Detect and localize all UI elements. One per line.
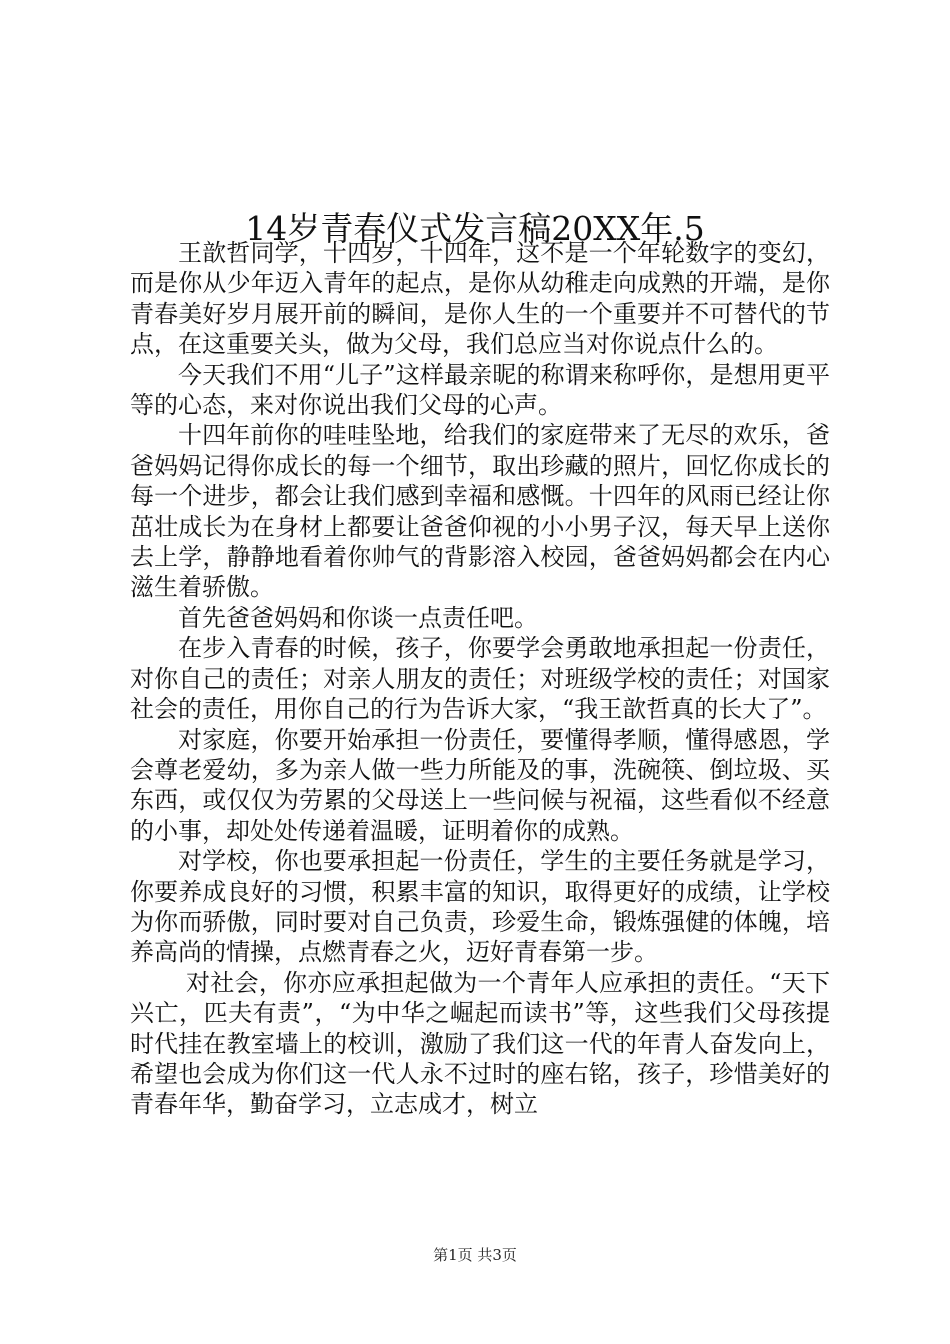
document-title: 14岁青春仪式发言稿20XX年.5 [245, 209, 705, 249]
paragraph-2: 今天我们不用“儿子”这样最亲昵的称谓来称呼你，是想用更平等的心态，来对你说出我们父母的心声。 [130, 360, 830, 420]
page-footer: 第1页 共3页 [433, 1246, 517, 1264]
paragraph-6: 对家庭，你要开始承担一份责任，要懂得孝顺，懂得感恩，学会尊老爱幼，多为亲人做一些力所能及的事，洗碗筷、倒垃圾、买东西，或仅仅为劳累的父母送上一些问候与祝福，这些看似不经意的小事，却处处传递着温暖，证明着你的成熟。 [130, 725, 830, 845]
paragraph-3: 十四年前你的哇哇坠地，给我们的家庭带来了无尽的欢乐，爸爸妈妈记得你成长的每一个细节，取出珍藏的照片，回忆你成长的每一个进步，都会让我们感到幸福和感慨。十四年的风雨已经让你茁壮成长为在身材上都要让爸爸仰视的小小男子汉，每天早上送你去上学，静静地看着你帅气的背影溶入校园，爸爸妈妈都会在内心滋生着骄傲。 [130, 421, 830, 602]
paragraph-7: 对学校，你也要承担起一份责任，学生的主要任务就是学习，你要养成良好的习惯，积累丰富的知识，取得更好的成绩，让学校为你而骄傲，同时要对自己负责，珍爱生命，锻炼强健的体魄，培养高尚的情操，点燃青春之火，迈好青春第一步。 [130, 847, 830, 967]
paragraph-5: 在步入青春的时候，孩子，你要学会勇敢地承担起一份责任，对你自己的责任；对亲人朋友的责任；对班级学校的责任；对国家社会的责任，用你自己的行为告诉大家，“我王歆哲真的长大了”。 [130, 634, 830, 724]
paragraph-4: 首先爸爸妈妈和你谈一点责任吧。 [178, 603, 538, 632]
paragraph-1: 王歆哲同学，十四岁，十四年，这不是一个年轮数字的变幻，而是你从少年迈入青年的起点，是你从幼稚走向成熟的开端，是你青春美好岁月展开前的瞬间，是你人生的一个重要并不可替代的节点，在这重要关头，做为父母，我们总应当对你说点什么的。 [130, 239, 830, 359]
paragraph-8: 对社会，你亦应承担起做为一个青年人应承担的责任。“天下兴亡，匹夫有责”，“为中华之崛起而读书”等，这些我们父母孩提时代挂在教室墙上的校训，激励了我们这一代的年青人奋发向上，希望也会成为你们这一代人永不过时的座右铭，孩子，珍惜美好的青春年华，勤奋学习，立志成才，树立 [130, 968, 830, 1119]
document-body [130, 238, 830, 1120]
